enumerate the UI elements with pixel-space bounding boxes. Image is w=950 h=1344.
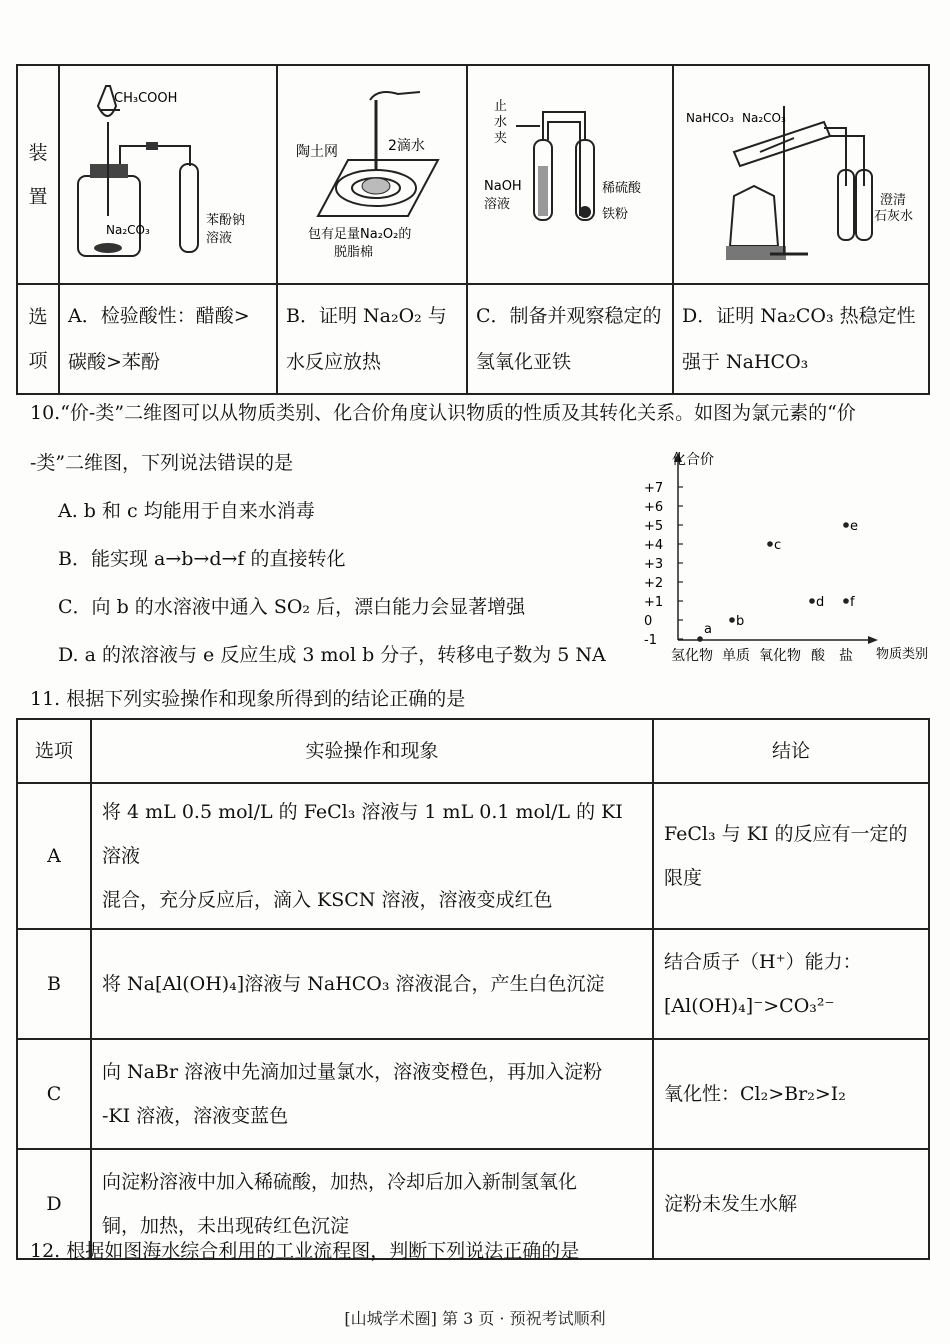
row-option: B	[17, 929, 91, 1039]
concl-line: 结合质子（H⁺）能力：	[664, 951, 862, 973]
y-tick-label: 0	[644, 614, 653, 629]
apparatus-a	[59, 65, 277, 284]
x-category-label: 氢化物	[671, 648, 713, 664]
point-label-b: b	[736, 614, 745, 629]
apparatus-d-drawing	[674, 66, 928, 278]
x-categories	[671, 647, 853, 664]
row-conclusion	[653, 1149, 929, 1259]
x-category-label: 单质	[722, 648, 750, 664]
op-line: 铜，加热，未出现砖红色沉淀	[102, 1215, 350, 1237]
y-ticks	[644, 481, 683, 648]
point-c	[767, 541, 773, 547]
q9-option-b: B．证明 Na₂O₂ 与水反应放热	[277, 284, 467, 394]
x-category-label: 氧化物	[759, 648, 801, 664]
row-conclusion	[653, 1039, 929, 1149]
concl-line: [Al(OH)₄]⁻>CO₃²⁻	[664, 995, 835, 1017]
y-tick-label: +7	[644, 481, 664, 496]
data-points	[697, 519, 858, 642]
q12-stem: 12. 根据如图海水综合利用的工业流程图，判断下列说法正确的是	[30, 1240, 580, 1262]
y-tick-label: +3	[644, 557, 664, 572]
q10-option-b: B．能实现 a→b→d→f 的直接转化	[58, 548, 346, 570]
y-tick-label: +2	[644, 576, 664, 591]
page-footer: [山城学术圈] 第 3 页 · 预祝考试顺利	[344, 1309, 606, 1328]
point-label-e: e	[850, 519, 858, 534]
row-operation	[91, 1039, 653, 1149]
row-label-apparatus	[17, 65, 59, 284]
label-clay-mesh: 陶土网	[296, 144, 338, 160]
valence-class-chart	[640, 444, 940, 676]
table-row	[17, 1039, 929, 1149]
q10-option-a: A. b 和 c 均能用于自来水消毒	[58, 500, 315, 522]
q11-table	[16, 718, 930, 1260]
q11-stem: 11. 根据下列实验操作和现象所得到的结论正确的是	[30, 688, 466, 710]
label-iron-powder: 铁粉	[602, 207, 629, 222]
point-label-f: f	[850, 595, 855, 610]
label-char: 装	[28, 141, 48, 164]
q10-stem-2: -类”二维图，下列说法错误的是	[30, 452, 294, 474]
label-cotton-1: 包有足量Na₂O₂的	[308, 227, 412, 242]
y-tick-label: +5	[644, 519, 664, 534]
row-option: A	[17, 783, 91, 929]
point-f	[843, 598, 849, 604]
concl-line: 氧化性：Cl₂>Br₂>I₂	[664, 1083, 846, 1105]
x-category-label: 盐	[839, 648, 853, 664]
header-operation: 实验操作和现象	[91, 719, 653, 783]
y-tick-label: +1	[644, 595, 664, 610]
row-operation	[91, 783, 653, 929]
x-axis-title: 物质类别	[876, 647, 929, 662]
label-stop-1: 止	[494, 99, 508, 114]
concl-line: 限度	[664, 867, 703, 889]
concl-line: FeCl₃ 与 KI 的反应有一定的	[664, 823, 908, 845]
label-nahco3: NaHCO₃	[686, 111, 734, 125]
q9-table	[16, 64, 930, 395]
header-option: 选项	[17, 719, 91, 783]
concl-line: 淀粉未发生水解	[664, 1193, 798, 1215]
apparatus-a-drawing	[60, 66, 276, 278]
point-e	[843, 522, 849, 528]
table-row	[17, 929, 929, 1039]
label-limewater: 石灰水	[874, 209, 914, 224]
label-phenolate: 苯酚钠	[206, 213, 246, 228]
label-solution: 溶液	[206, 231, 233, 246]
label-char: 项	[28, 350, 48, 372]
x-axis-arrow	[868, 636, 878, 644]
point-d	[809, 598, 815, 604]
apparatus-d	[673, 65, 929, 284]
label-char: 选	[28, 306, 48, 328]
op-line: 将 4 mL 0.5 mol/L 的 FeCl₃ 溶液与 1 mL 0.1 mol/L 的 KI 溶液	[102, 801, 623, 867]
op-line: 向淀粉溶液中加入稀硫酸，加热，冷却后加入新制氢氧化	[102, 1171, 578, 1193]
op-line: 向 NaBr 溶液中先滴加过量氯水，溶液变橙色，再加入淀粉	[102, 1061, 603, 1083]
q9-option-d: D．证明 Na₂CO₃ 热稳定性强于 NaHCO₃	[673, 284, 929, 394]
header-conclusion: 结论	[653, 719, 929, 783]
row-option: C	[17, 1039, 91, 1149]
q9-option-c: C．制备并观察稳定的氢氧化亚铁	[467, 284, 673, 394]
label-na2co3: Na₂CO₃	[742, 111, 786, 125]
label-cotton-2: 脱脂棉	[334, 245, 374, 260]
q10-option-d: D. a 的浓溶液与 e 反应生成 3 mol b 分子，转移电子数为 5 NA	[58, 644, 606, 666]
label-na2co3: Na₂CO₃	[106, 223, 150, 237]
table-row	[17, 783, 929, 929]
y-axis-title: 化合价	[672, 452, 714, 468]
label-two-drops: 2滴水	[388, 138, 425, 154]
apparatus-b	[277, 65, 467, 284]
label-naoh: NaOH	[484, 179, 522, 194]
point-a	[697, 636, 703, 642]
point-label-c: c	[774, 538, 782, 553]
label-char: 置	[28, 185, 48, 208]
point-b	[729, 617, 735, 623]
q10-option-c: C．向 b 的水溶液中通入 SO₂ 后，漂白能力会显著增强	[58, 596, 526, 618]
label-stop-2: 水	[494, 115, 508, 130]
row-label-options	[17, 284, 59, 394]
apparatus-c-drawing	[468, 66, 672, 278]
q9-option-a: A．检验酸性：醋酸>碳酸>苯酚	[59, 284, 277, 394]
label-stop-3: 夹	[494, 131, 508, 146]
point-label-d: d	[816, 595, 825, 610]
y-tick-label: +4	[644, 538, 664, 553]
row-option: D	[17, 1149, 91, 1259]
label-dilute-acid: 稀硫酸	[602, 181, 642, 196]
y-tick-label: -1	[644, 633, 657, 648]
label-clear: 澄清	[880, 193, 907, 208]
x-category-label: 酸	[811, 648, 825, 664]
row-conclusion	[653, 929, 929, 1039]
q10-stem: 10.“价-类”二维图可以从物质类别、化合价角度认识物质的性质及其转化关系。如图为氯元素的“价	[30, 402, 856, 424]
row-operation	[91, 929, 653, 1039]
op-line: 混合，充分反应后，滴入 KSCN 溶液，溶液变成红色	[102, 889, 553, 911]
label-ch3cooh: CH₃COOH	[114, 91, 178, 106]
apparatus-c	[467, 65, 673, 284]
op-line: -KI 溶液，溶液变蓝色	[102, 1105, 289, 1127]
label-naoh-solution: 溶液	[484, 197, 511, 212]
y-tick-label: +6	[644, 500, 664, 515]
row-conclusion	[653, 783, 929, 929]
point-label-a: a	[704, 622, 712, 637]
apparatus-b-drawing	[278, 66, 466, 278]
op-line: 将 Na[Al(OH)₄]溶液与 NaHCO₃ 溶液混合，产生白色沉淀	[102, 973, 605, 995]
